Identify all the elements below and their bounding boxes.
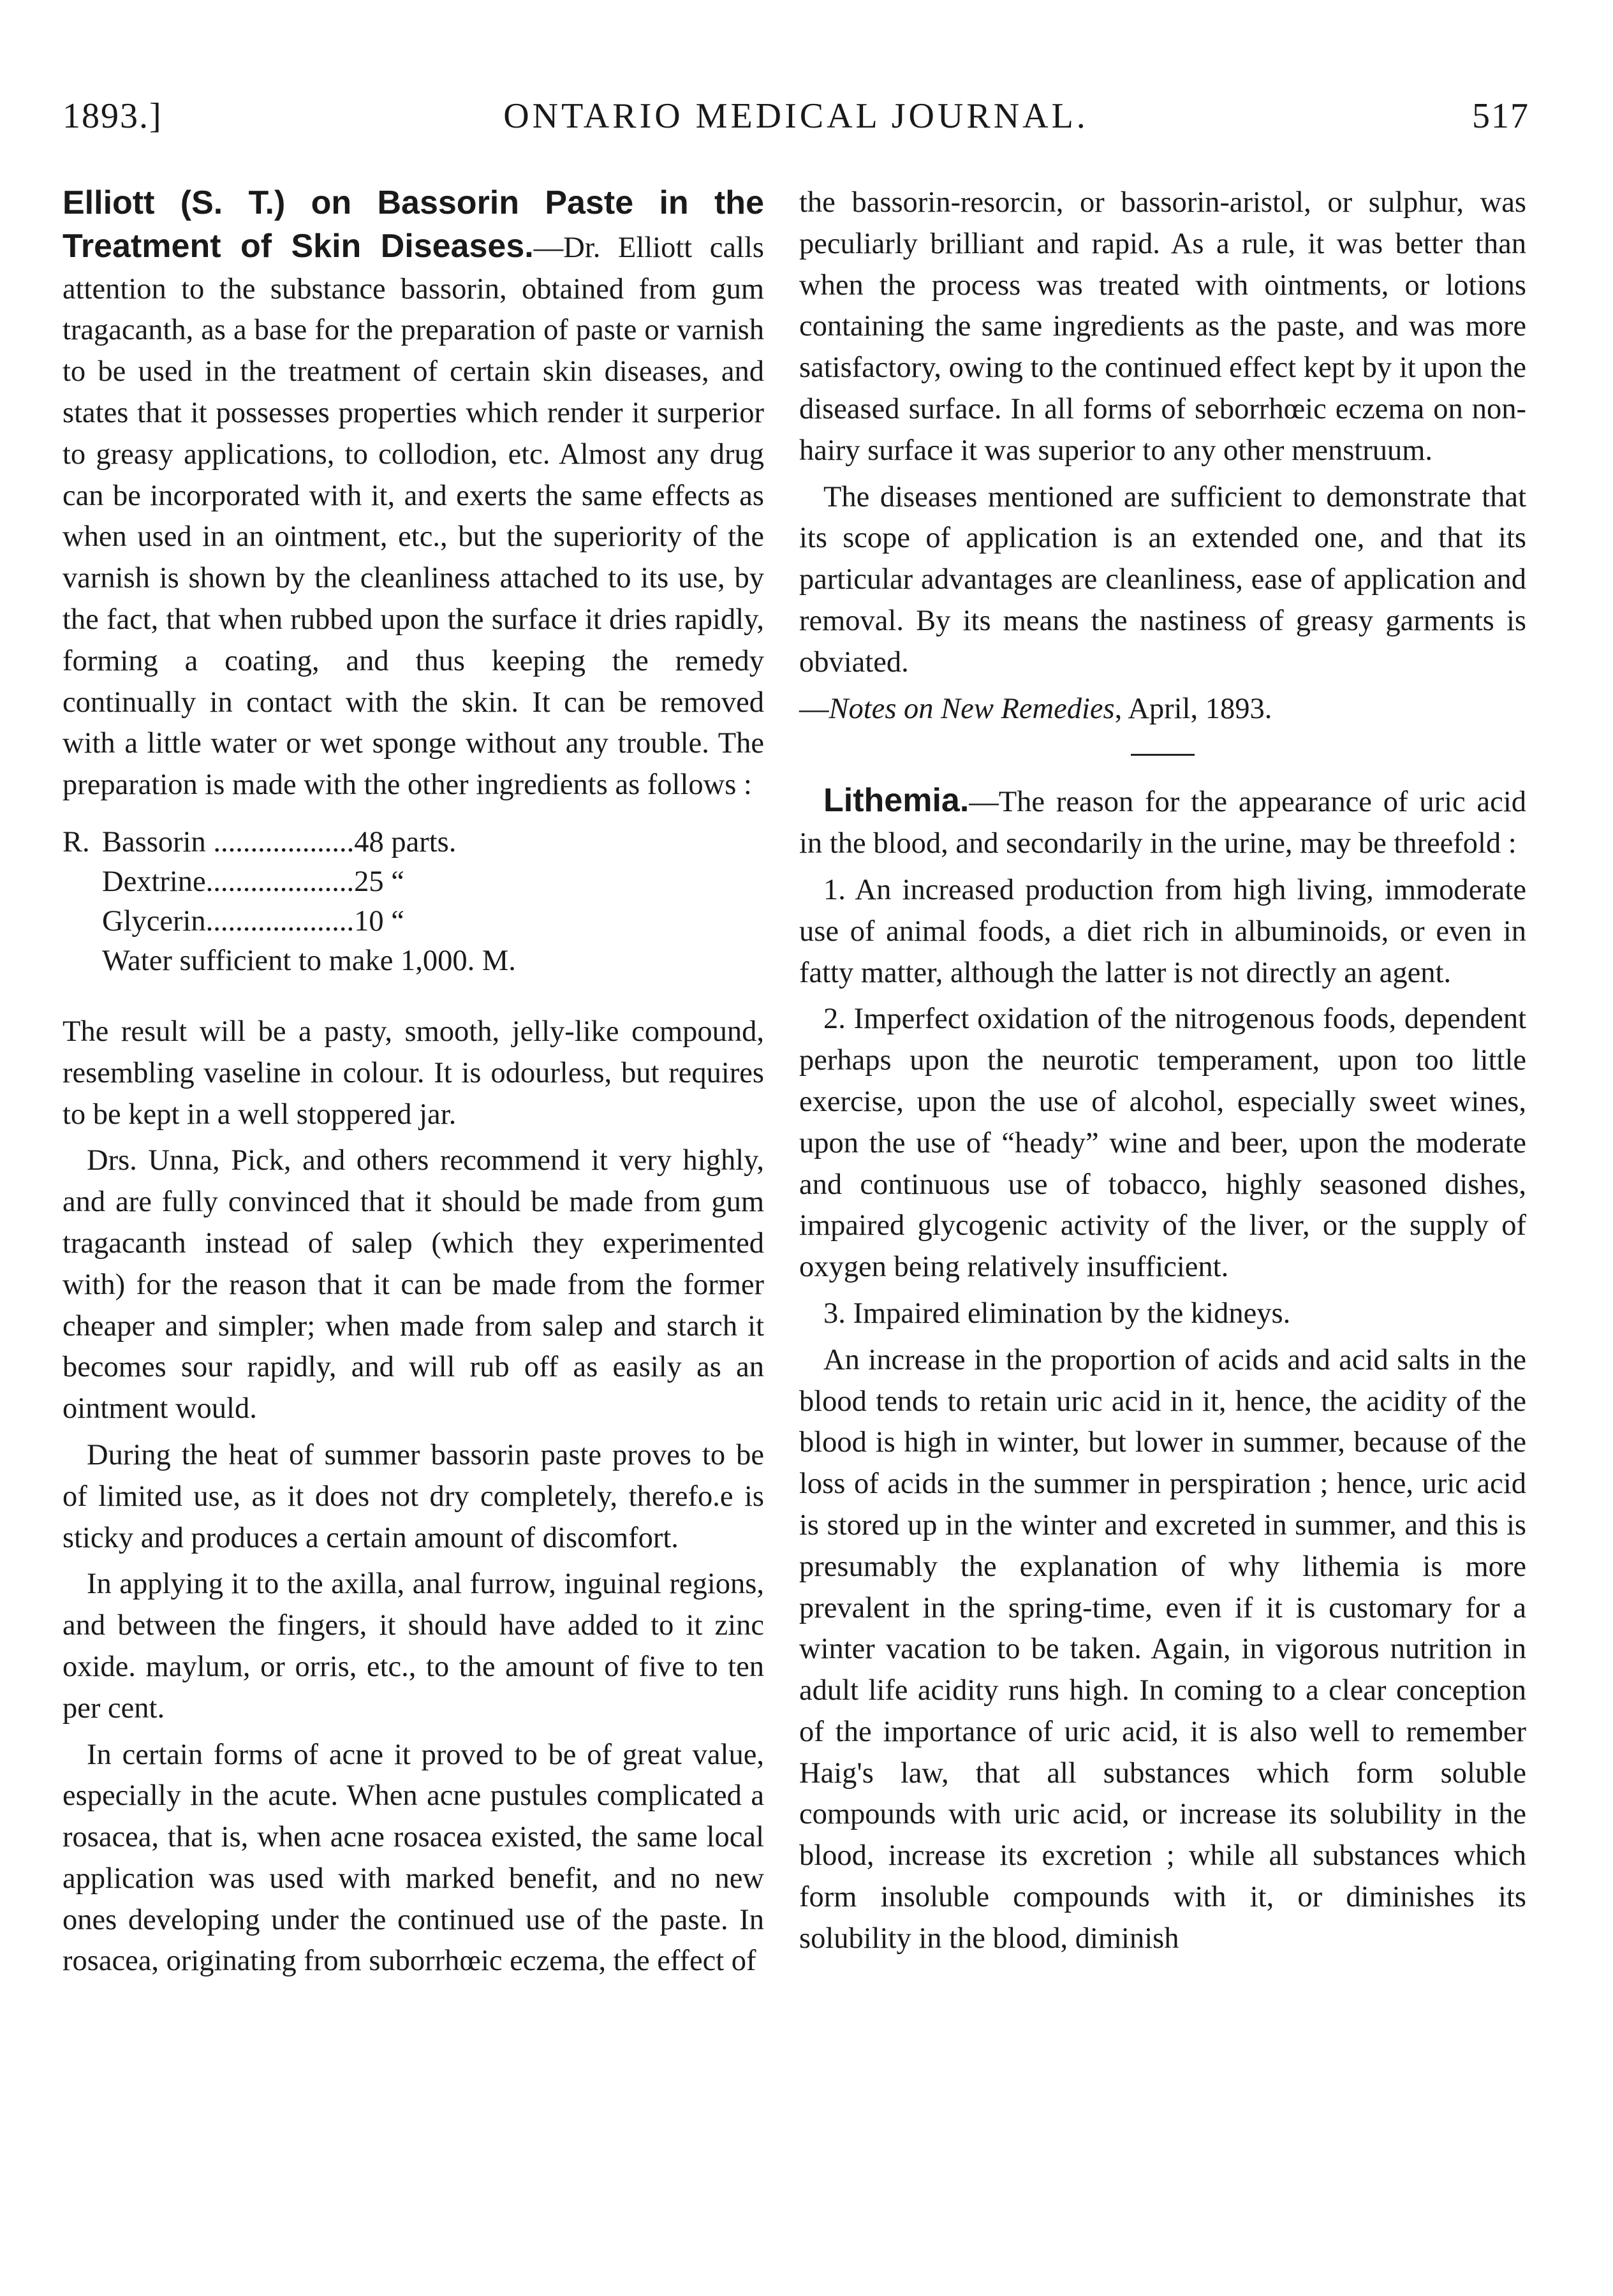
page-header	[63, 96, 1529, 159]
prescription-row	[63, 862, 764, 902]
article1-paragraph: In certain forms of acne it proved to be of great value, especially in the acute. When acne pustules complicated a rosacea, that is, when acne rosacea existed, the same local application was used with marked benefit, and no new ones developing under the continued use of the paste. In rosacea, originating from suborrhœic eczema, the effect of	[63, 1738, 764, 1978]
prescription-row	[63, 941, 764, 981]
section-divider	[1131, 754, 1195, 756]
header-year: 1893.]	[63, 96, 163, 136]
prescription-line: Glycerin....................10 “	[102, 904, 404, 938]
right-column	[799, 182, 1526, 1965]
article2-list-item: 1. An increased production from high living, immoderate use of animal foods, a diet rich in albuminoids, or even in fatty matter, although the latter is not directly an agent.	[799, 873, 1526, 989]
prescription-line: Dextrine....................25 “	[102, 865, 404, 898]
article1-heading: Elliott (S. T.) on Bassorin Paste in the Treatment of Skin Diseases.	[63, 184, 764, 265]
source-dash: —	[799, 692, 829, 725]
page-number: 517	[1472, 96, 1529, 136]
article2-intro: —The reason for the appearance of uric acid in the blood, and secondarily in the urine, may be threefold :	[799, 786, 1526, 860]
article1-paragraph: Drs. Unna, Pick, and others recommend it very highly, and are fully convinced that it should be made from gum tragacanth instead of salep (which they experimented with) for the reason that it can be made from the former cheaper and simpler; when made from salep and starch it becomes sour rapidly, and will rub off as easily as an ointment would.	[63, 1144, 764, 1425]
article1-paragraph: The diseases mentioned are sufficient to demonstrate that its scope of application is an extended one, and that its particular advantages are cleanliness, ease of application and removal. By its means the nastiness of greasy garments is obviated.	[799, 480, 1526, 679]
prescription-line: Bassorin ...................48 parts.	[102, 825, 457, 858]
source-title: Notes on New Remedies	[829, 692, 1115, 725]
left-column	[63, 182, 764, 1987]
prescription-row	[63, 823, 764, 862]
article1-paragraph: the bassorin-resorcin, or bassorin-aristol, or sulphur, was peculiarly brilliant and rapid. As a rule, it was better than when the process was treated with ointments, or lotions containing the same ingredients as the paste, and was more satisfactory, owing to the continued effect kept by it upon the diseased surface. In all forms of seborrhœic eczema on non-hairy surface it was superior to any other menstruum.	[799, 186, 1526, 467]
journal-title: ONTARIO MEDICAL JOURNAL.	[503, 96, 1089, 136]
article2-list-item: 2. Imperfect oxidation of the nitrogenous foods, dependent perhaps upon the neurotic temperament, upon too little exercise, upon the use of alcohol, especially sweet wines, upon the use of “heady” wine and beer, upon the moderate and continuous use of tobacco, highly seasoned dishes, impaired glycogenic activity of the liver, or the supply of oxygen being relatively insufficient.	[799, 1003, 1526, 1284]
article1-intro: —Dr. Elliott calls attention to the substance bassorin, obtained from gum tragacanth, as a base for the preparation of paste or varnish to be used in the treatment of certain skin diseases, and states that it possesses properties which render it surperior to greasy applications, to collodion, etc. Almost any drug can be incorporated with it, and exerts the same effects as when used in an ointment, etc., but the superiority of the varnish is shown by the cleanliness attached to its use, by the fact, that when rubbed upon the surface it dries rapidly, forming a coating, and thus keeping the remedy continually in contact with the skin. It can be removed with a little water or wet sponge without any trouble. The preparation is made with the other ingredients as follows :	[63, 231, 764, 802]
article2-paragraph: An increase in the proportion of acids and acid salts in the blood tends to retain uric acid in it, hence, the acidity of the blood is high in winter, but lower in summer, because of the loss of acids in the summer in perspiration ; hence, uric acid is stored up in the winter and excreted in summer, and this is presumably the explanation of why lithemia is more prevalent in the spring-time, even if it is customary for a winter vacation to be taken. Again, in vigorous nutrition in adult life acidity runs high. In coming to a clear conception of the importance of uric acid, it is also well to remember Haig's law, that all substances which form soluble compounds with uric acid, or increase its solubility in the blood, increase its excretion ; while all substances which form insoluble compounds with it, or diminishes its solubility in the blood, diminish	[799, 1343, 1526, 1955]
prescription-line: Water sufficient to make 1,000. M.	[102, 944, 516, 977]
rx-symbol: R.	[63, 825, 90, 858]
prescription	[63, 823, 764, 981]
article1-paragraph: The result will be a pasty, smooth, jelly-like compound, resembling vaseline in colour. It is odourless, but requires to be kept in a well stoppered jar.	[63, 1015, 764, 1131]
article2-heading: Lithemia.	[823, 782, 969, 820]
article1-intro-paragraph	[63, 182, 764, 806]
article2-intro-paragraph	[799, 780, 1526, 865]
source-date: , April, 1893.	[1114, 692, 1272, 725]
article1-source	[799, 689, 1526, 730]
article1-paragraph: In applying it to the axilla, anal furrow, inguinal regions, and between the fingers, it should have added to it zinc oxide. maylum, or orris, etc., to the amount of five to ten per cent.	[63, 1568, 764, 1725]
prescription-row	[63, 902, 764, 941]
article1-paragraph: During the heat of summer bassorin paste proves to be of limited use, as it does not dry completely, therefo.e is sticky and produces a certain amount of discomfort.	[63, 1438, 764, 1554]
article2-list-item: 3. Impaired elimination by the kidneys.	[823, 1297, 1291, 1330]
